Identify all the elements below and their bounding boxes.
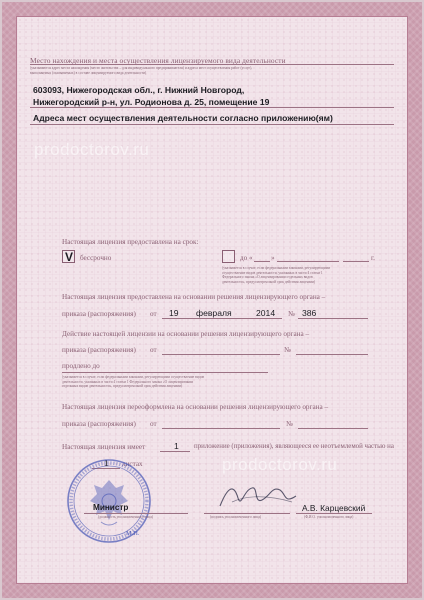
reissue-label: Настоящая лицензия переоформлена на основании решения лицензирующего органа – (62, 403, 329, 411)
validity-no-label: № (284, 346, 291, 354)
validity-order-label: приказа (распоряжения) (62, 346, 136, 354)
place-note-2: выполняемых (оказываемых) в составе лицензируемого вида деятельности) (30, 70, 147, 75)
validity-label: Действие настоящей лицензии на основании решения лицензирующего органа – (62, 330, 310, 338)
until-checkbox[interactable] (222, 250, 235, 263)
sheets-label: листах (122, 460, 143, 468)
ms-label: М.П. (126, 530, 140, 537)
until-suffix: г. (371, 254, 375, 262)
term-note-1: (указывается в случае, если федеральными законами, регулирующими (222, 266, 331, 270)
validity-from-label: от (150, 346, 157, 354)
basis-label: Настоящая лицензия предоставлена на основании решения лицензирующего органа – (62, 293, 326, 301)
reissue-number-line (298, 428, 368, 429)
signer-name: А.В. Карцевский (302, 503, 366, 513)
reissue-order-label: приказа (распоряжения) (62, 420, 136, 428)
validity-extended-line (62, 372, 268, 373)
basis-month: февраля (196, 308, 232, 318)
sign-line (204, 513, 290, 514)
watermark-top: prodoctorov.ru (34, 140, 150, 159)
address-line-3-underline (30, 124, 394, 125)
validity-note-2: деятельности, указанных в части 4 статьи 1 Федерального закона «О лицензировании (62, 379, 194, 384)
appendix-count: 1 (174, 441, 179, 451)
until-day-line (254, 261, 270, 262)
basis-date-line (162, 318, 282, 319)
sign-note: (подпись уполномоченного лица) (210, 515, 262, 519)
basis-from-label: от (150, 310, 157, 318)
address-line-1: 603093, Нижегородская обл., г. Нижний Новгород, (33, 85, 245, 95)
term-note-2: осуществление видов деятельности, указанных в части 4 статьи 1 (222, 270, 323, 275)
until-mid: » (271, 254, 275, 262)
place-line (30, 64, 394, 65)
sheets-count: 1 (104, 458, 109, 468)
appendix-prefix: Настоящая лицензия имеет (62, 443, 146, 451)
place-note-1: (указываются адрес места нахождения (место жительства – для индивидуального предпринимателя) и адреса мест осуществления работ (услуг), (30, 66, 253, 70)
validity-date-line (162, 354, 280, 355)
appendix-suffix: приложение (приложения), являющееся ее неотъемлемой частью на (194, 443, 394, 450)
address-line-underline (30, 107, 394, 108)
basis-number: 386 (302, 308, 317, 318)
indefinite-label: бессрочно (80, 254, 112, 262)
until-month-line (277, 261, 339, 262)
appendix-count-line (160, 451, 190, 452)
term-note-3: Федерального закона «О лицензировании отдельных видов (222, 275, 313, 279)
name-line (296, 513, 372, 514)
reissue-from-label: от (150, 420, 157, 428)
reissue-no-label: № (286, 420, 293, 428)
position-note: (должность уполномоченного лица) (98, 515, 154, 519)
basis-order-label: приказа (распоряжения) (62, 310, 136, 318)
validity-extended-label: продлено до (62, 362, 100, 370)
basis-day: 19 (169, 308, 179, 318)
name-note: (Ф.И.О. уполномоченного лица) (304, 515, 354, 519)
basis-year: 2014 (256, 308, 276, 318)
term-note-4: деятельности», предусмотрен иной срок действия лицензии) (222, 279, 316, 284)
address-line-3: Адреса мест осуществления деятельности согласно приложению(ям) (33, 113, 333, 123)
until-prefix: до « (240, 254, 253, 262)
reissue-date-line (162, 428, 280, 429)
validity-note-3: отдельных видов деятельности», предусмотрен иной срок действия лицензии) (62, 384, 183, 388)
until-year-line (343, 261, 369, 262)
check-mark: V (65, 250, 74, 264)
basis-no-label: № (288, 310, 295, 318)
basis-number-line (298, 318, 368, 319)
validity-number-line (296, 354, 368, 355)
signer-position: Министр (93, 503, 129, 512)
place-label: Место нахождения и места осуществления лицензируемого вида деятельности (30, 56, 286, 65)
validity-note-1: (указывается в случае, если федеральными законами, регулирующими осуществление видов (62, 375, 205, 379)
term-label: Настоящая лицензия предоставлена на срок: (62, 238, 199, 246)
signature-scribble (214, 478, 302, 514)
indefinite-checkbox[interactable] (62, 250, 75, 263)
watermark-bottom: prodoctorov.ru (222, 455, 338, 474)
position-line (84, 513, 188, 514)
address-line-2: Нижегородский р-н, ул. Родионова д. 25, помещение 19 (33, 97, 270, 107)
